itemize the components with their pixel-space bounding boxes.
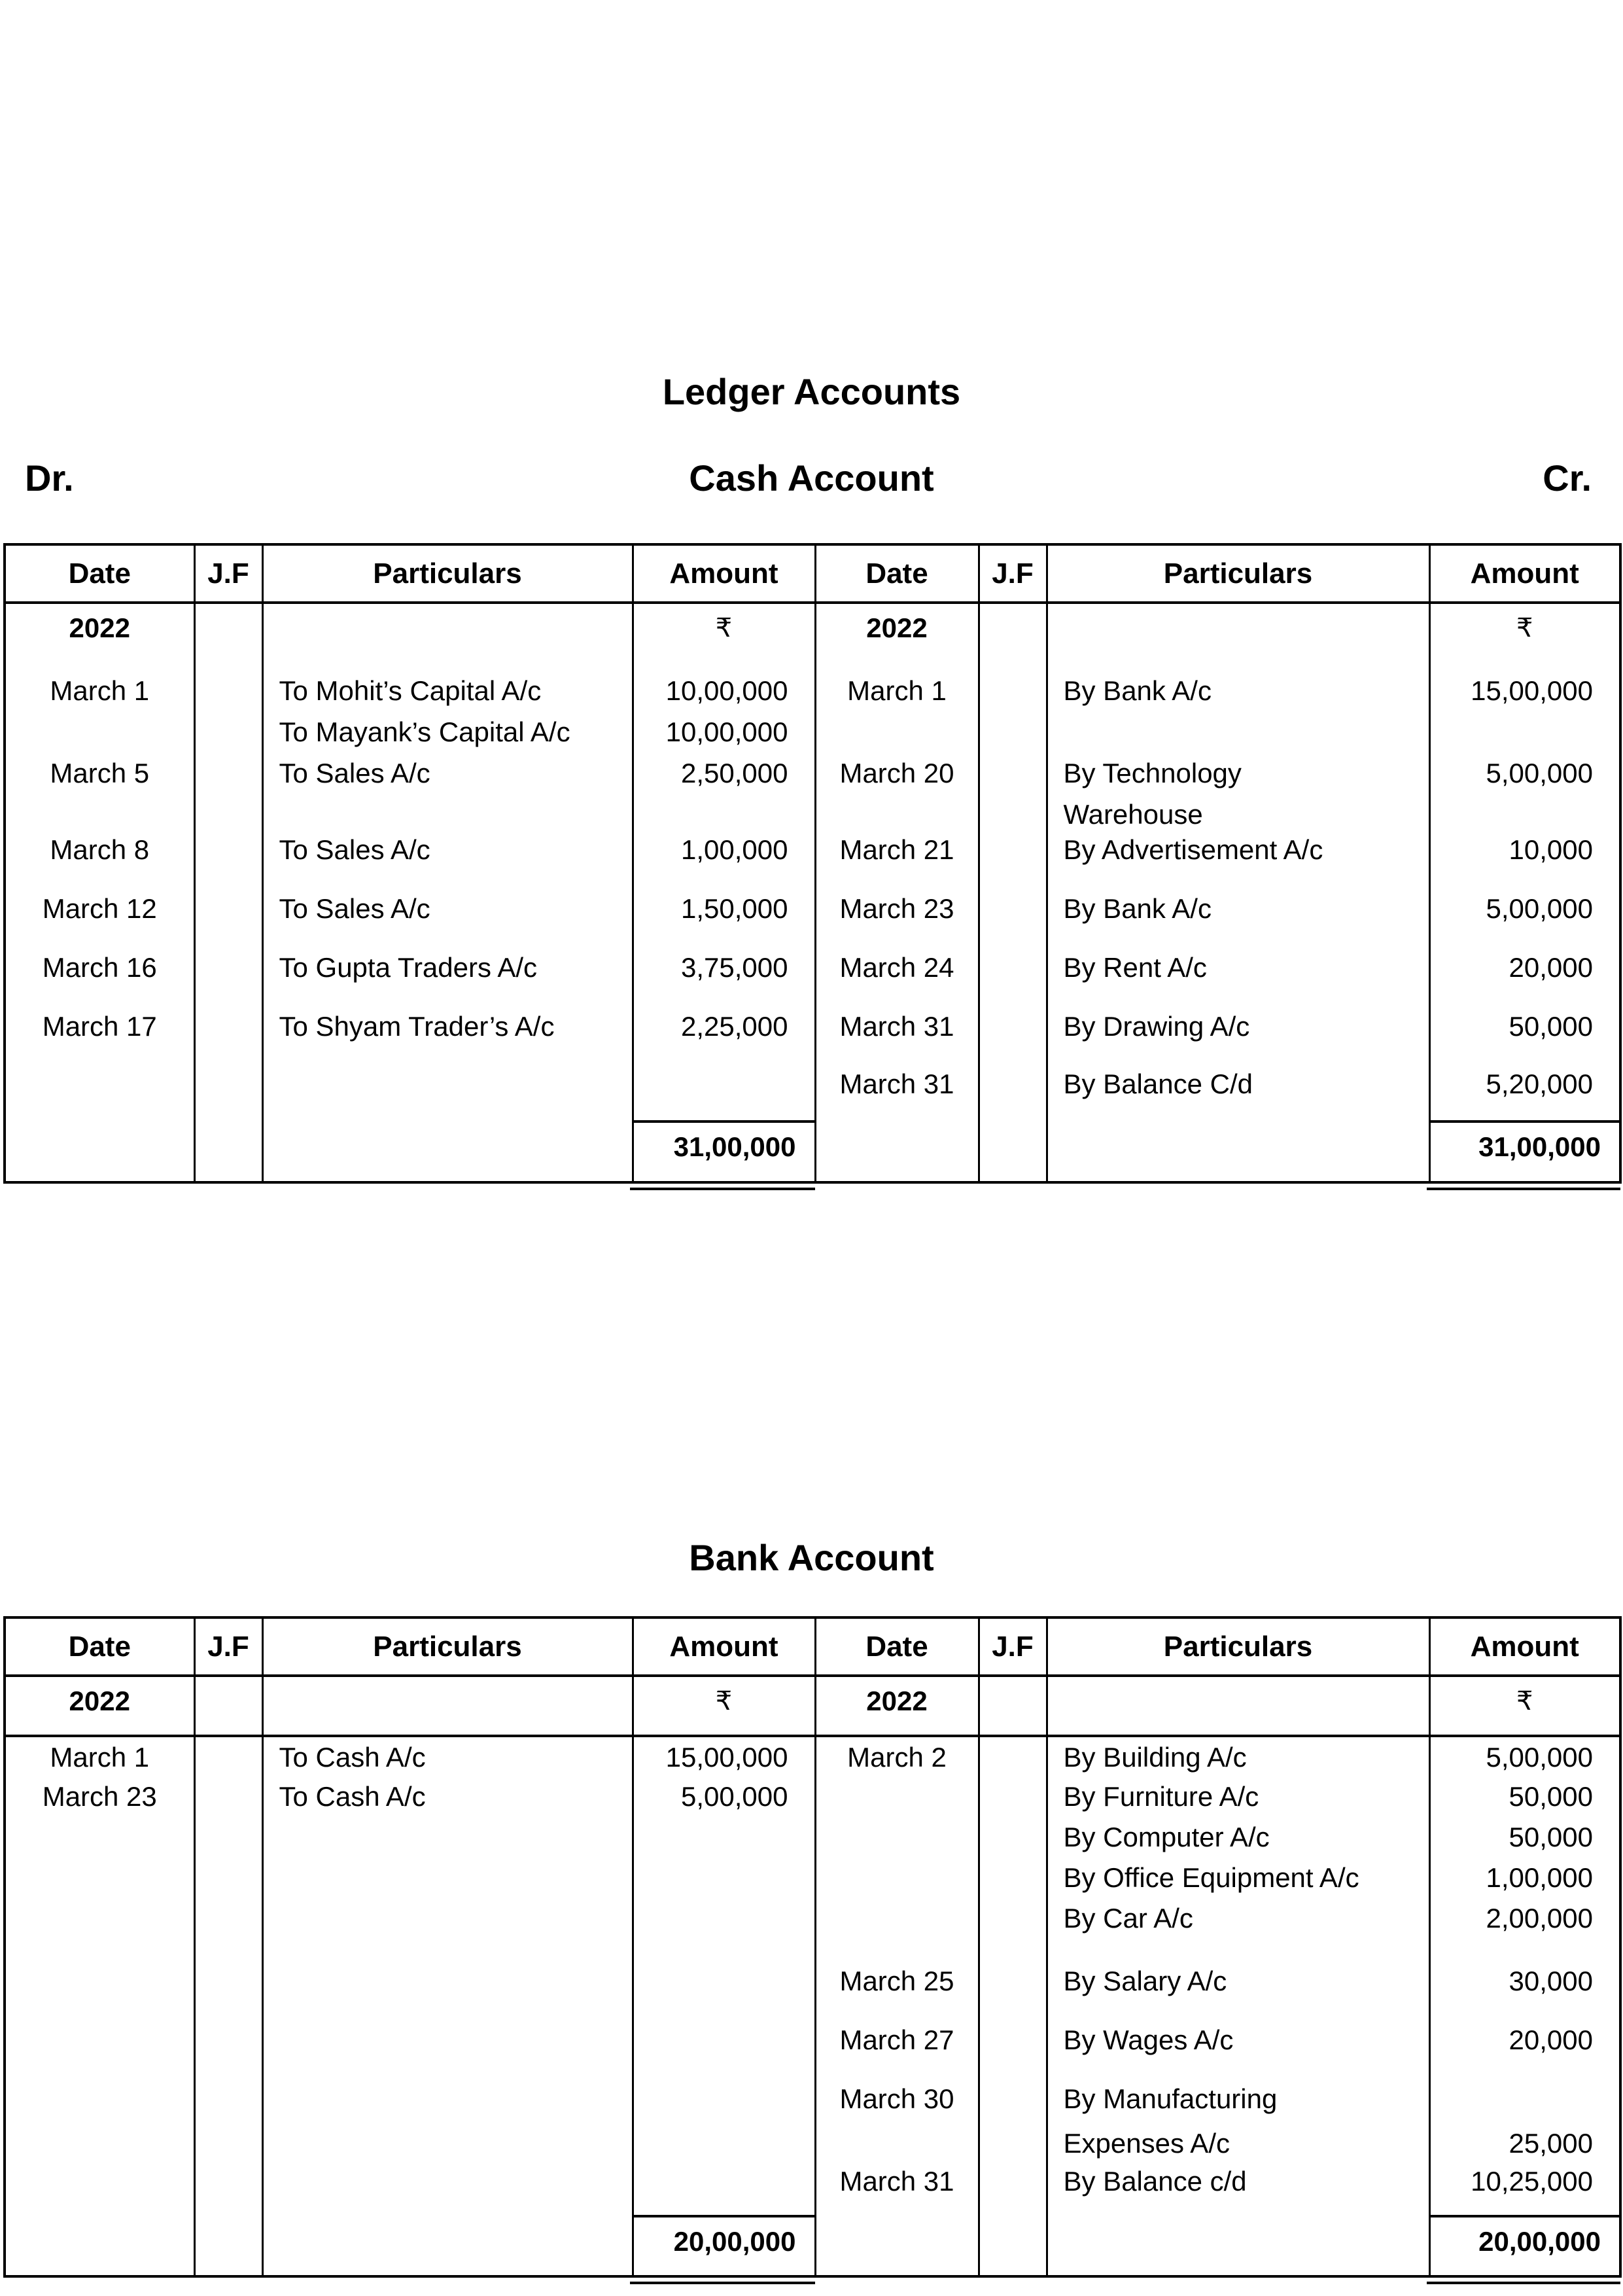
document-title: Ledger Accounts <box>662 371 961 412</box>
credit-date <box>815 712 979 753</box>
credit-jf-cell <box>979 1776 1047 1817</box>
credit-date: March 31 <box>815 1006 979 1064</box>
credit-amount <box>1429 794 1620 830</box>
header-jf: J.F <box>979 1617 1047 1676</box>
debit-amount <box>633 2057 815 2115</box>
credit-amount: 25,000 <box>1429 2115 1620 2159</box>
debit-date <box>5 712 194 753</box>
header-amount: Amount <box>633 544 815 603</box>
debit-particulars <box>262 1998 633 2057</box>
table-row <box>5 2115 1620 2159</box>
credit-particulars: By Wages A/c <box>1047 1998 1429 2057</box>
debit-particulars <box>262 794 633 830</box>
debit-jf-cell <box>194 603 262 671</box>
credit-date: March 31 <box>815 2159 979 2216</box>
debit-date: March 17 <box>42 1011 157 1042</box>
debit-jf-cell <box>194 889 262 947</box>
credit-jf-cell <box>979 1676 1047 1736</box>
debit-jf-cell <box>194 947 262 1006</box>
credit-amount: 50,000 <box>1429 1776 1620 1817</box>
debit-particulars <box>262 1858 633 1898</box>
debit-particulars <box>262 1064 633 1122</box>
table-row <box>5 1858 1620 1898</box>
credit-amount: 5,00,000 <box>1429 753 1620 794</box>
table-row <box>5 2057 1620 2115</box>
debit-amount: 1,50,000 <box>633 889 815 947</box>
credit-amount: 5,00,000 <box>1429 889 1620 947</box>
header-amount: Amount <box>633 1617 815 1676</box>
credit-date: March 21 <box>815 830 979 889</box>
header-amount: Amount <box>1429 544 1620 603</box>
credit-date: March 27 <box>815 1998 979 2057</box>
table-header-row <box>5 1617 1620 1676</box>
credit-amount <box>1429 2057 1620 2115</box>
debit-particulars: To Sales A/c <box>262 889 633 947</box>
debit-amount: 10,00,000 <box>633 712 815 753</box>
debit-date <box>5 1858 194 1898</box>
debit-date <box>5 1939 194 1998</box>
credit-jf-cell <box>979 2115 1047 2159</box>
table-row <box>5 1939 1620 1998</box>
debit-amount: 2,25,000 <box>633 1006 815 1064</box>
debit-jf-cell <box>194 712 262 753</box>
debit-particulars: To Sales A/c <box>262 753 633 794</box>
credit-particulars: By Salary A/c <box>1047 1939 1429 1998</box>
debit-jf-cell <box>194 1676 262 1736</box>
debit-date <box>5 2159 194 2216</box>
table-row <box>5 1064 1620 1122</box>
credit-date: March 1 <box>815 671 979 712</box>
credit-particulars-cell <box>1047 603 1429 671</box>
credit-jf-cell <box>979 2057 1047 2115</box>
table-row <box>5 671 1620 712</box>
debit-currency-symbol: ₹ <box>633 603 815 671</box>
debit-jf-cell <box>194 1122 262 1182</box>
credit-particulars: By Building A/c <box>1047 1736 1429 1776</box>
header-particulars: Particulars <box>262 544 633 603</box>
debit-jf-cell <box>194 794 262 830</box>
table-row <box>5 1998 1620 2057</box>
year-row <box>5 1676 1620 1736</box>
credit-particulars: By Office Equipment A/c <box>1047 1858 1429 1898</box>
credit-jf-cell <box>979 2216 1047 2276</box>
table-row <box>5 794 1620 830</box>
credit-date: March 23 <box>815 889 979 947</box>
credit-jf-cell <box>979 1858 1047 1898</box>
credit-amount: 50,000 <box>1429 1006 1620 1064</box>
credit-particulars: By Bank A/c <box>1047 889 1429 947</box>
credit-particulars: Warehouse <box>1047 794 1429 830</box>
debit-jf-cell <box>194 830 262 889</box>
credit-date: March 25 <box>815 1939 979 1998</box>
credit-date <box>815 794 979 830</box>
debit-side-label: Dr. <box>25 457 74 499</box>
header-jf: J.F <box>194 1617 262 1676</box>
cash-account-table <box>3 543 1622 1184</box>
debit-jf-cell <box>194 1736 262 1776</box>
debit-particulars: To Mayank’s Capital A/c <box>262 712 633 753</box>
credit-jf-cell <box>979 603 1047 671</box>
debit-jf-cell <box>194 671 262 712</box>
credit-date: March 30 <box>815 2057 979 2115</box>
credit-side-label: Cr. <box>1543 457 1592 499</box>
debit-date <box>5 2057 194 2115</box>
credit-jf-cell <box>979 947 1047 1006</box>
debit-jf-cell <box>194 753 262 794</box>
debit-amount <box>633 2115 815 2159</box>
credit-amount: 5,20,000 <box>1429 1064 1620 1122</box>
debit-jf-cell <box>194 1006 262 1064</box>
bank-account-table <box>3 1616 1622 2278</box>
credit-jf-cell <box>979 830 1047 889</box>
table-row <box>5 1817 1620 1858</box>
credit-date <box>815 1776 979 1817</box>
debit-date: March 23 <box>42 1781 157 1812</box>
table-row <box>5 830 1620 889</box>
credit-year: 2022 <box>815 1676 979 1736</box>
credit-jf-cell <box>979 2159 1047 2216</box>
credit-jf-cell <box>979 1817 1047 1858</box>
credit-date <box>815 1898 979 1939</box>
credit-amount <box>1429 712 1620 753</box>
debit-amount: 2,50,000 <box>633 753 815 794</box>
debit-date: March 1 <box>50 1742 150 1773</box>
credit-amount: 5,00,000 <box>1429 1736 1620 1776</box>
totals-row <box>5 1122 1620 1182</box>
header-date: Date <box>5 544 194 603</box>
debit-jf-cell <box>194 1858 262 1898</box>
credit-date <box>815 2115 979 2159</box>
header-date: Date <box>815 1617 979 1676</box>
header-amount: Amount <box>1429 1617 1620 1676</box>
credit-amount: 15,00,000 <box>1429 671 1620 712</box>
debit-date <box>5 1064 194 1122</box>
bank-account-title: Bank Account <box>689 1537 934 1578</box>
debit-amount: 1,00,000 <box>633 830 815 889</box>
credit-jf-cell <box>979 1998 1047 2057</box>
header-jf: J.F <box>979 544 1047 603</box>
debit-date <box>5 1998 194 2057</box>
debit-amount <box>633 1858 815 1898</box>
credit-amount: 1,00,000 <box>1429 1858 1620 1898</box>
debit-date <box>5 794 194 830</box>
debit-particulars-cell <box>262 603 633 671</box>
credit-amount: 2,00,000 <box>1429 1898 1620 1939</box>
credit-jf-cell <box>979 753 1047 794</box>
table-row <box>5 712 1620 753</box>
credit-particulars: By Furniture A/c <box>1047 1776 1429 1817</box>
credit-amount: 20,000 <box>1429 1998 1620 2057</box>
debit-amount <box>633 1898 815 1939</box>
bank-account-table-wrap <box>3 1616 1619 2278</box>
credit-particulars: By Balance C/d <box>1047 1064 1429 1122</box>
debit-particulars <box>262 2159 633 2216</box>
credit-particulars: By Drawing A/c <box>1047 1006 1429 1064</box>
credit-amount: 10,25,000 <box>1429 2159 1620 2216</box>
table-row <box>5 1898 1620 1939</box>
debit-particulars-cell <box>262 1676 633 1736</box>
year-row <box>5 603 1620 671</box>
debit-particulars: To Sales A/c <box>262 830 633 889</box>
debit-particulars <box>262 2115 633 2159</box>
debit-particulars: To Cash A/c <box>262 1776 633 1817</box>
debit-amount: 5,00,000 <box>633 1776 815 1817</box>
debit-date <box>5 1898 194 1939</box>
debit-amount: 15,00,000 <box>633 1736 815 1776</box>
debit-particulars: To Gupta Traders A/c <box>262 947 633 1006</box>
debit-date-cell <box>5 1122 194 1182</box>
table-row <box>5 889 1620 947</box>
credit-jf-cell <box>979 1939 1047 1998</box>
debit-jf-cell <box>194 2159 262 2216</box>
debit-year: 2022 <box>69 612 130 643</box>
credit-amount: 20,000 <box>1429 947 1620 1006</box>
debit-amount <box>633 1064 815 1122</box>
header-date: Date <box>815 544 979 603</box>
debit-jf-cell <box>194 1817 262 1858</box>
debit-total: 20,00,000 <box>633 2216 815 2276</box>
debit-date: March 8 <box>50 834 150 865</box>
credit-date <box>815 1858 979 1898</box>
debit-total-double-underline <box>630 2282 815 2284</box>
debit-particulars: To Mohit’s Capital A/c <box>262 671 633 712</box>
debit-particulars <box>262 1898 633 1939</box>
debit-amount: 10,00,000 <box>633 671 815 712</box>
debit-particulars: To Shyam Trader’s A/c <box>262 1006 633 1064</box>
credit-amount: 50,000 <box>1429 1817 1620 1858</box>
debit-date <box>5 2115 194 2159</box>
header-jf: J.F <box>194 544 262 603</box>
credit-jf-cell <box>979 1736 1047 1776</box>
header-date: Date <box>5 1617 194 1676</box>
credit-particulars <box>1047 712 1429 753</box>
header-particulars: Particulars <box>262 1617 633 1676</box>
credit-particulars: By Rent A/c <box>1047 947 1429 1006</box>
cash-account-table-wrap <box>3 543 1619 1184</box>
debit-particulars <box>262 1939 633 1998</box>
debit-date <box>5 1817 194 1858</box>
debit-jf-cell <box>194 2115 262 2159</box>
credit-currency-symbol: ₹ <box>1429 603 1620 671</box>
credit-particulars: By Manufacturing <box>1047 2057 1429 2115</box>
debit-date: March 16 <box>42 952 157 983</box>
credit-date: March 20 <box>815 753 979 794</box>
debit-date: March 12 <box>42 893 157 924</box>
debit-currency-symbol: ₹ <box>633 1676 815 1736</box>
credit-jf-cell <box>979 1898 1047 1939</box>
credit-particulars: By Balance c/d <box>1047 2159 1429 2216</box>
header-particulars: Particulars <box>1047 544 1429 603</box>
debit-jf-cell <box>194 2057 262 2115</box>
credit-amount: 10,000 <box>1429 830 1620 889</box>
debit-date-cell <box>5 2216 194 2276</box>
debit-total-double-underline <box>630 1188 815 1190</box>
debit-amount <box>633 2159 815 2216</box>
debit-amount <box>633 1817 815 1858</box>
debit-date: March 5 <box>50 758 150 788</box>
debit-year: 2022 <box>5 1676 194 1736</box>
credit-amount: 30,000 <box>1429 1939 1620 1998</box>
debit-jf-cell <box>194 1776 262 1817</box>
credit-jf-cell <box>979 794 1047 830</box>
credit-jf-cell <box>979 1064 1047 1122</box>
credit-date-cell <box>815 1122 979 1182</box>
credit-year: 2022 <box>815 603 979 671</box>
credit-jf-cell <box>979 671 1047 712</box>
credit-particulars-cell <box>1047 2216 1429 2276</box>
table-row <box>5 1736 1620 1776</box>
debit-amount <box>633 1939 815 1998</box>
table-row <box>5 2159 1620 2216</box>
credit-jf-cell <box>979 1122 1047 1182</box>
table-row <box>5 1006 1620 1064</box>
credit-currency-symbol: ₹ <box>1429 1676 1620 1736</box>
debit-jf-cell <box>194 1998 262 2057</box>
credit-date: March 31 <box>815 1064 979 1122</box>
credit-particulars: By Bank A/c <box>1047 671 1429 712</box>
debit-jf-cell <box>194 2216 262 2276</box>
credit-total-double-underline <box>1427 1188 1620 1190</box>
cash-account-title: Cash Account <box>689 457 934 499</box>
credit-total: 20,00,000 <box>1429 2216 1620 2276</box>
debit-particulars <box>262 1817 633 1858</box>
debit-date: March 1 <box>50 675 150 706</box>
cash-account-heading <box>0 457 1623 509</box>
table-header-row <box>5 544 1620 603</box>
debit-particulars <box>262 2057 633 2115</box>
debit-amount: 3,75,000 <box>633 947 815 1006</box>
credit-particulars: By Car A/c <box>1047 1898 1429 1939</box>
totals-row <box>5 2216 1620 2276</box>
header-particulars: Particulars <box>1047 1617 1429 1676</box>
credit-jf-cell <box>979 712 1047 753</box>
credit-particulars: Expenses A/c <box>1047 2115 1429 2159</box>
credit-date: March 24 <box>815 947 979 1006</box>
credit-particulars-cell <box>1047 1676 1429 1736</box>
credit-jf-cell <box>979 889 1047 947</box>
credit-date-cell <box>815 2216 979 2276</box>
credit-particulars: By Technology <box>1047 753 1429 794</box>
debit-particulars: To Cash A/c <box>262 1736 633 1776</box>
debit-amount <box>633 1998 815 2057</box>
debit-jf-cell <box>194 1898 262 1939</box>
credit-date <box>815 1817 979 1858</box>
credit-total-double-underline <box>1427 2282 1620 2284</box>
credit-jf-cell <box>979 1006 1047 1064</box>
credit-date: March 2 <box>815 1736 979 1776</box>
credit-particulars-cell <box>1047 1122 1429 1182</box>
table-row <box>5 1776 1620 1817</box>
credit-particulars: By Advertisement A/c <box>1047 830 1429 889</box>
debit-particulars-cell <box>262 1122 633 1182</box>
debit-jf-cell <box>194 1064 262 1122</box>
table-row <box>5 947 1620 1006</box>
debit-jf-cell <box>194 1939 262 1998</box>
debit-particulars-cell <box>262 2216 633 2276</box>
credit-particulars: By Computer A/c <box>1047 1817 1429 1858</box>
debit-total: 31,00,000 <box>633 1122 815 1182</box>
credit-total: 31,00,000 <box>1429 1122 1620 1182</box>
table-row <box>5 753 1620 794</box>
debit-amount <box>633 794 815 830</box>
